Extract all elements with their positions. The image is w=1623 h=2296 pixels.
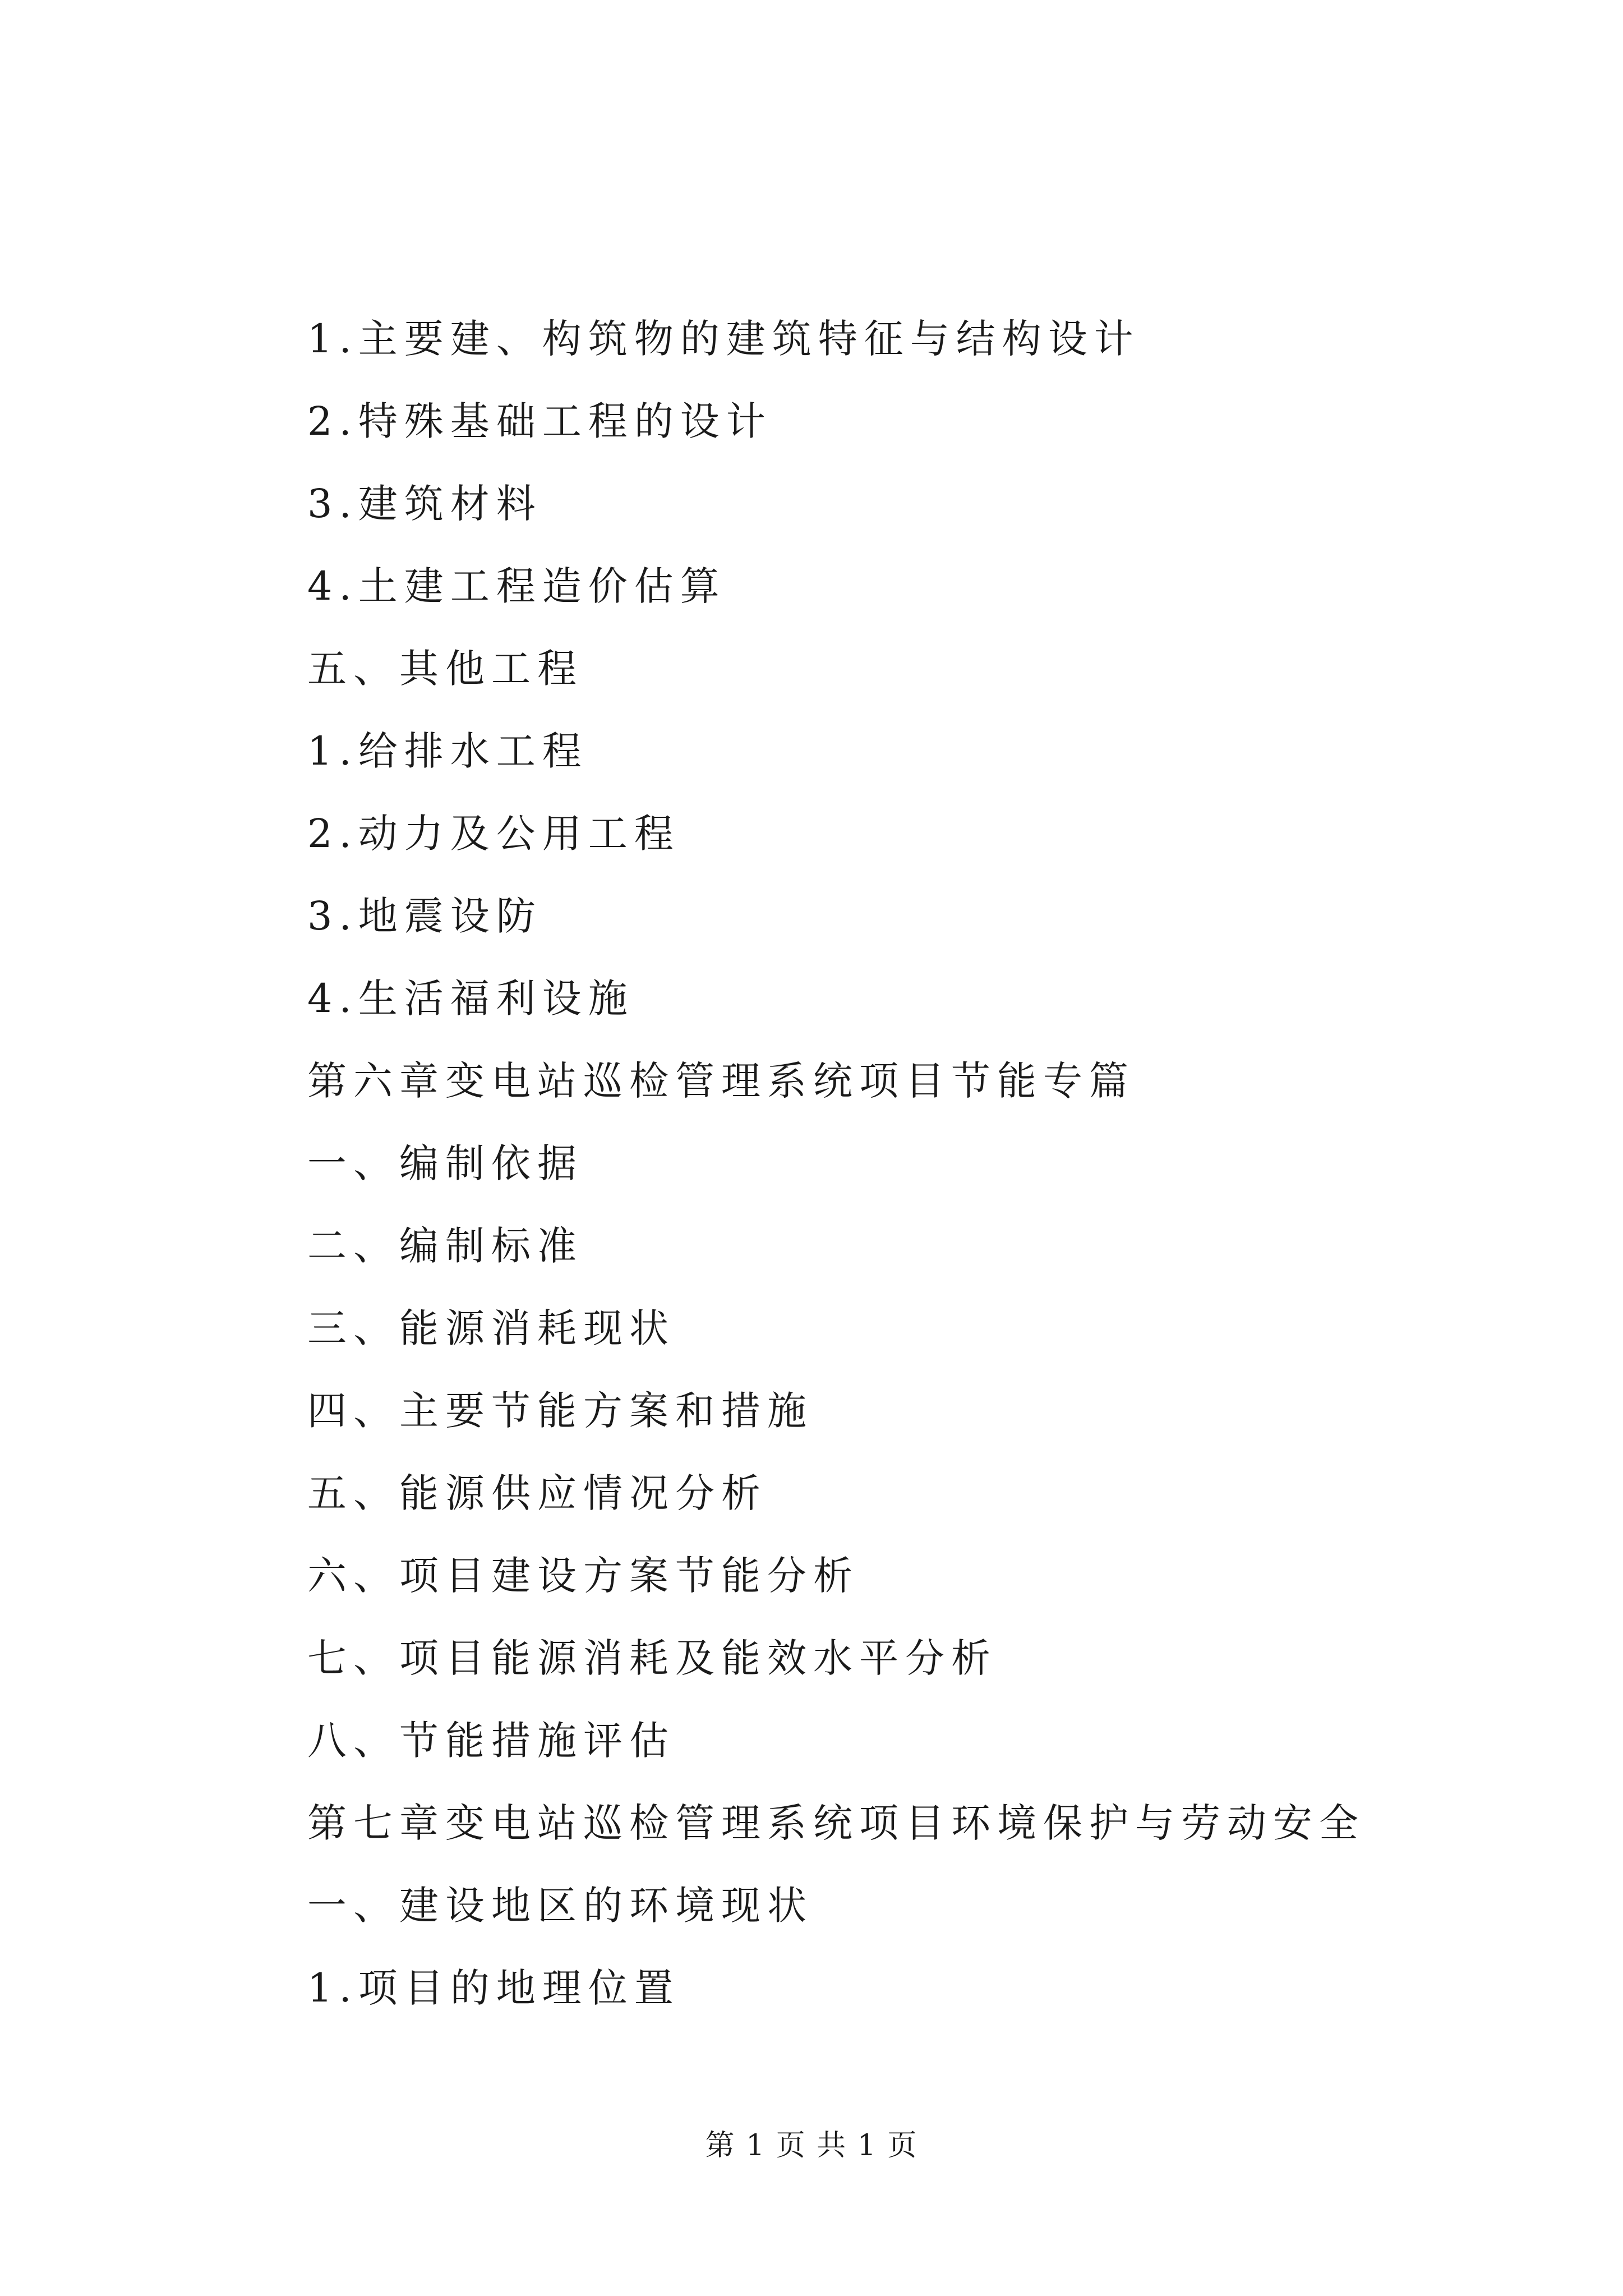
outline-line: 2.特殊基础工程的设计: [307, 398, 772, 444]
outline-line: 4.生活福利设施: [307, 976, 634, 1022]
outline-line: 3.建筑材料: [307, 481, 542, 527]
chapter-heading: 第七章变电站巡检管理系统项目环境保护与劳动安全: [307, 1800, 1365, 1846]
page-number-footer: 第 1 页 共 1 页: [705, 2129, 918, 2162]
section-heading: 五、其他工程: [307, 646, 583, 692]
section-heading: 八、节能措施评估: [307, 1718, 675, 1764]
section-heading: 一、编制依据: [307, 1140, 583, 1186]
section-heading: 三、能源消耗现状: [307, 1305, 675, 1351]
section-heading: 四、主要节能方案和措施: [307, 1388, 813, 1434]
outline-line: 1.给排水工程: [307, 728, 588, 774]
chapter-heading: 第六章变电站巡检管理系统项目节能专篇: [307, 1058, 1135, 1104]
document-body: [307, 306, 1541, 2037]
section-heading: 七、项目能源消耗及能效水平分析: [307, 1635, 997, 1681]
outline-line: 3.地震设防: [307, 893, 542, 939]
outline-line: 4.土建工程造价估算: [307, 563, 726, 609]
section-heading: 六、项目建设方案节能分析: [307, 1553, 859, 1599]
section-heading: 五、能源供应情况分析: [307, 1470, 767, 1516]
outline-line: 1.项目的地理位置: [307, 1965, 680, 2011]
section-heading: 二、编制标准: [307, 1223, 583, 1269]
outline-line: 1.主要建、构筑物的建筑特征与结构设计: [307, 316, 1140, 362]
outline-line: 2.动力及公用工程: [307, 811, 680, 857]
section-heading: 一、建设地区的环境现状: [307, 1883, 813, 1929]
